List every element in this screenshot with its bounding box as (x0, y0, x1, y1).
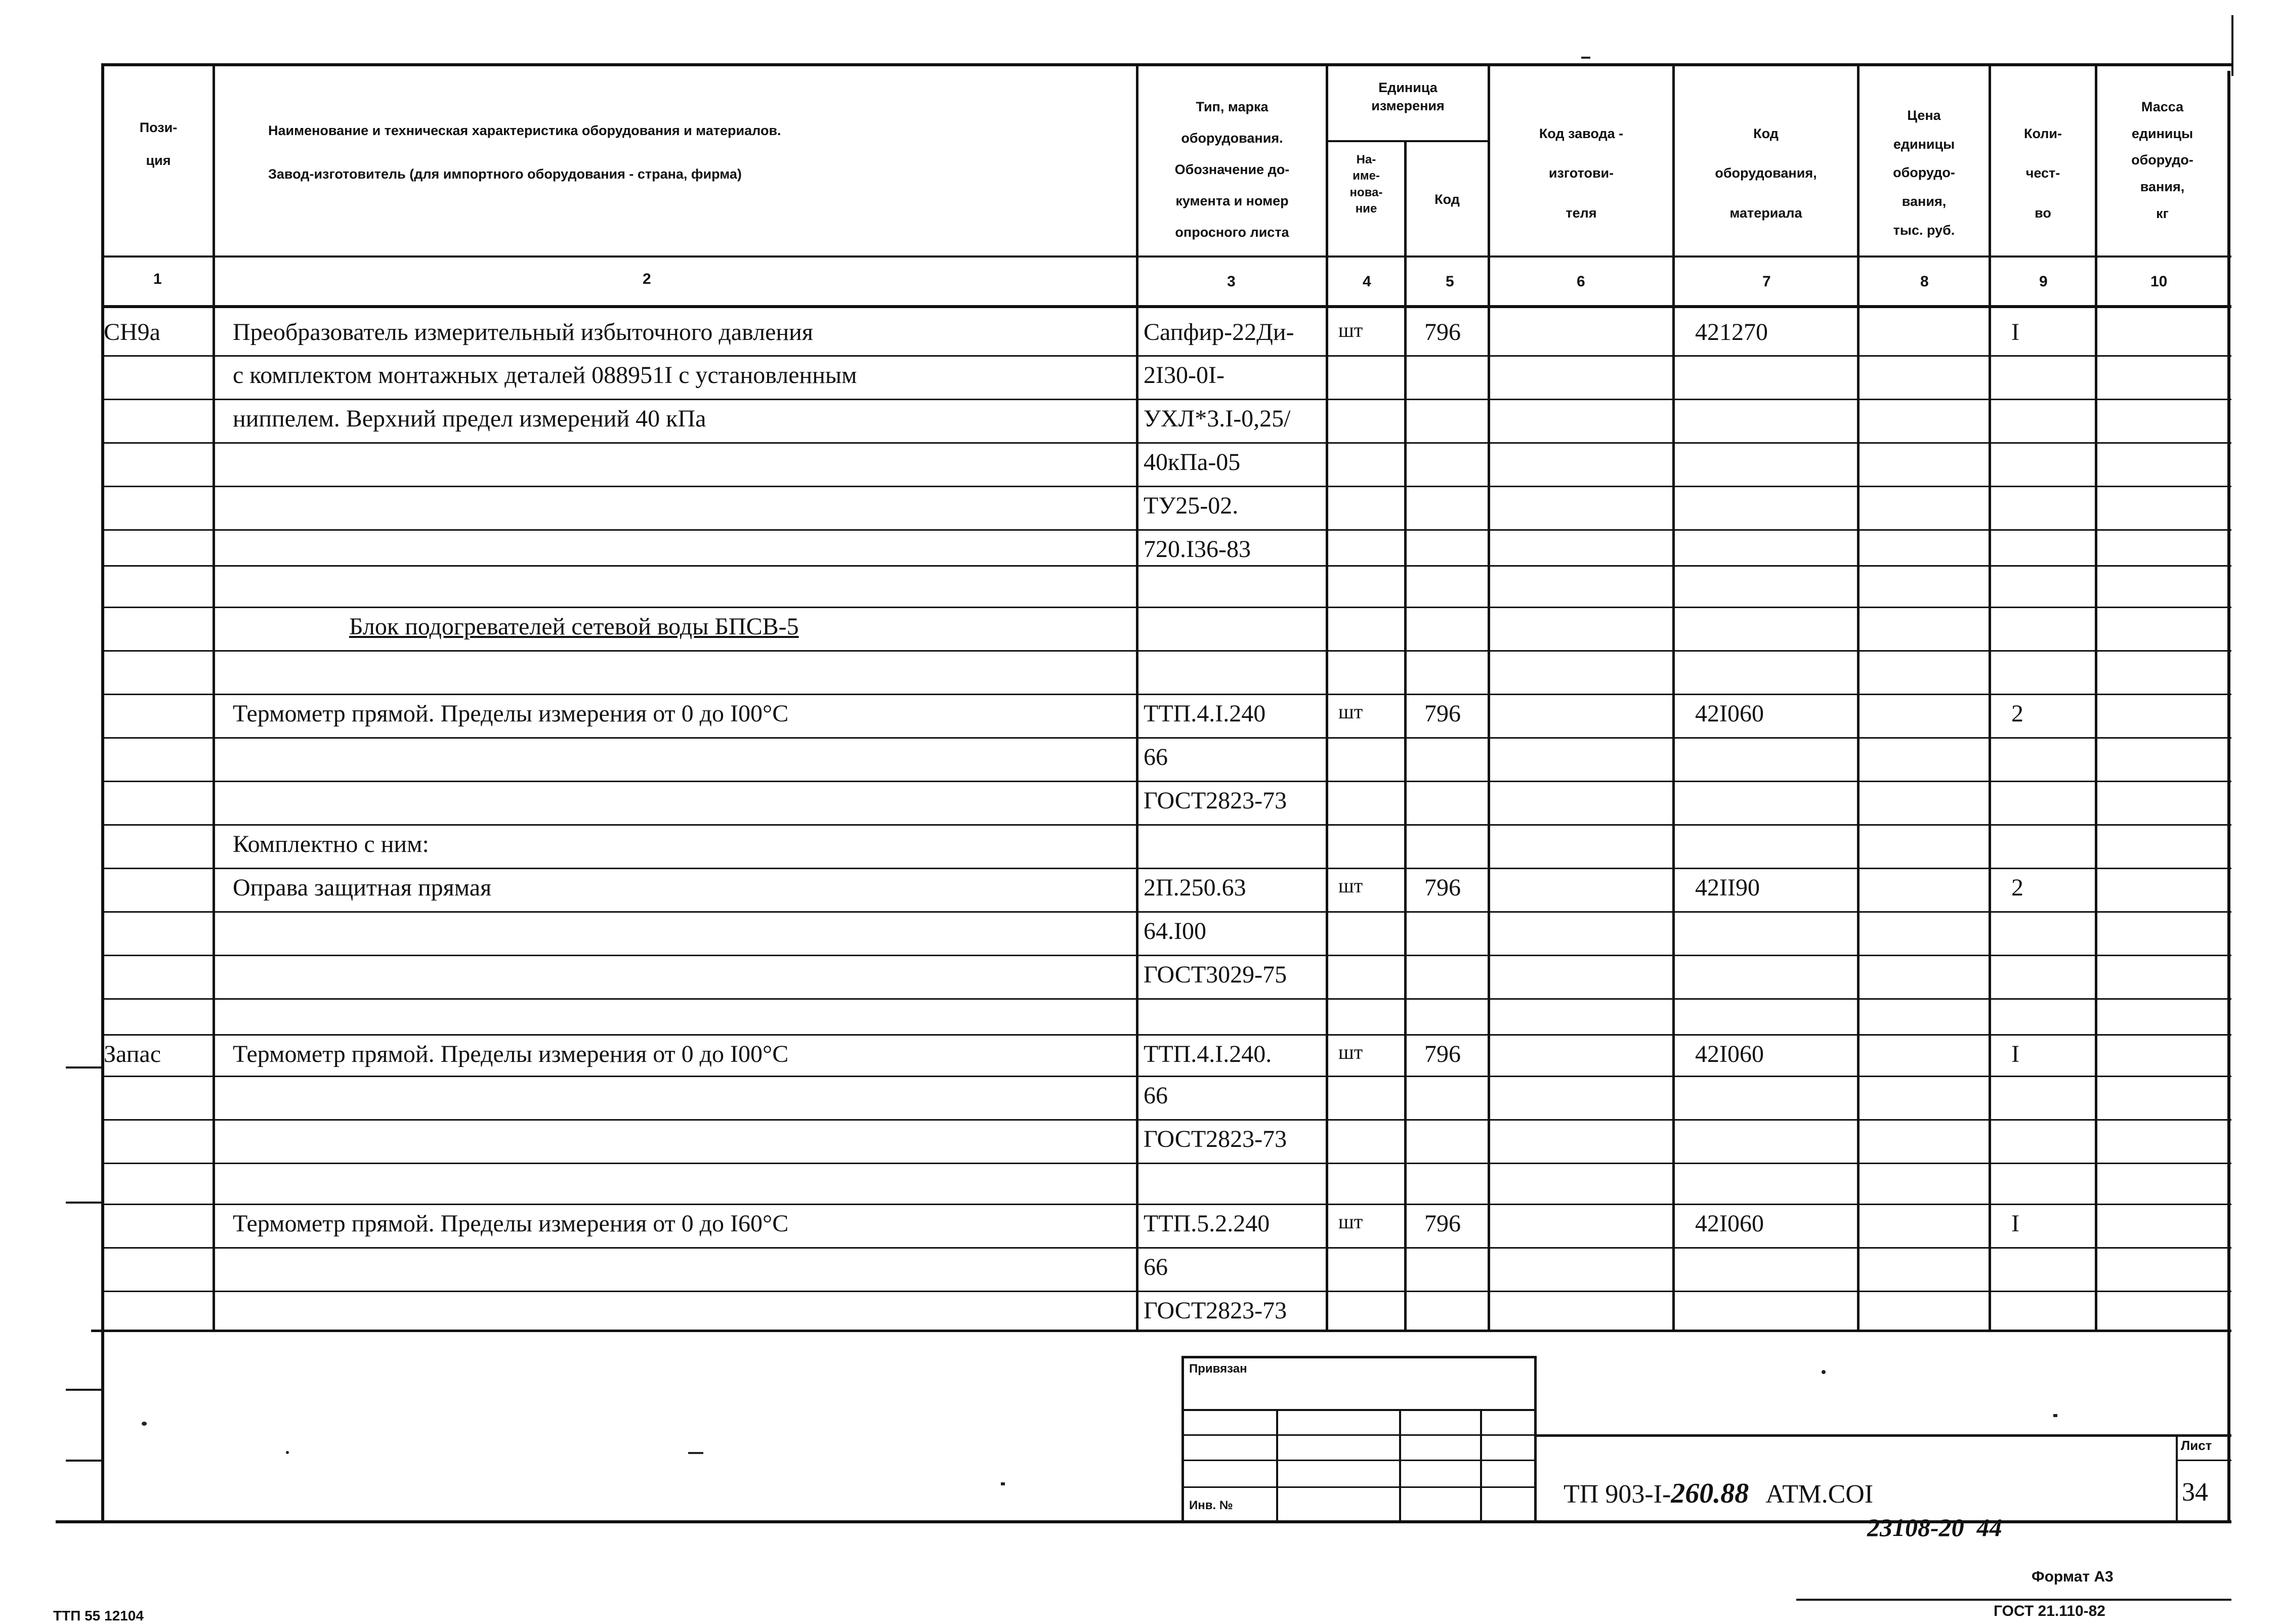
cell-type: 2П.250.63 (1144, 874, 1246, 901)
header-unit-code: Код (1434, 192, 1460, 207)
header-type: Тип, марка оборудования. Обозначение до- кумента и номер опросного листа (1174, 99, 1290, 240)
cell-quantity: I (2011, 1041, 2019, 1067)
row-line (101, 1204, 2231, 1205)
cell-equipment-code: 42I060 (1695, 700, 1764, 727)
cell-type: Сапфир-22Ди- (1144, 319, 1294, 346)
row-line (101, 486, 2231, 487)
header-price: Цена единицы оборудо- вания, тыс. руб. (1893, 108, 1955, 238)
colnum-9: 9 (2039, 273, 2048, 290)
sheet-label: Лист (2181, 1438, 2212, 1453)
header-unit-name: На- име- нова- ние (1349, 153, 1383, 216)
cell-quantity: I (2011, 1210, 2019, 1237)
cell-name: Преобразователь измерительный избыточного давления (233, 319, 813, 346)
cell-position: Запас (104, 1041, 161, 1067)
row-line (101, 607, 2231, 608)
cell-type: ГОСТ2823-73 (1144, 787, 1287, 814)
cell-type: 66 (1144, 744, 1168, 771)
cell-name: Комплектно с ним: (233, 831, 429, 858)
row-line (101, 529, 2231, 531)
header-name: Наименование и техническая характеристика оборудования и материалов. Завод-изготовитель (для импортного оборудования - страна, фирма) (268, 123, 781, 182)
row-line (101, 868, 2231, 869)
row-line (101, 1163, 2231, 1164)
header-factory-code: Код завода - изготови- теля (1539, 126, 1624, 221)
header-equipment-code: Код оборудования, материала (1715, 126, 1817, 221)
header-quantity: Коли- чест- во (2023, 126, 2062, 221)
cell-name: Термометр прямой. Пределы измерения от 0 до I60°С (233, 1210, 789, 1237)
cell-unit-code: 796 (1424, 1041, 1461, 1067)
cell-equipment-code: 42I060 (1695, 1041, 1764, 1067)
row-line (101, 955, 2231, 956)
cell-quantity: 2 (2011, 874, 2023, 901)
cell-unit-code: 796 (1424, 700, 1461, 727)
handwritten-number: 23108-20 44 (1867, 1513, 2002, 1542)
cell-name: с комплектом монтажных деталей 088951I с установленным (233, 362, 857, 389)
colnum-6: 6 (1577, 273, 1585, 290)
row-line (101, 824, 2231, 826)
cell-type: ГОСТ2823-73 (1144, 1297, 1287, 1324)
header-position: Пози- ция (139, 120, 178, 168)
stamp-inv-no: Инв. № (1189, 1499, 1233, 1512)
cell-type: 66 (1144, 1254, 1168, 1280)
colnum-1: 1 (153, 271, 162, 287)
colnum-2: 2 (643, 271, 651, 287)
row-line (101, 1291, 2231, 1292)
cell-type: 720.I36-83 (1144, 536, 1251, 563)
cell-name: Оправа защитная прямая (233, 874, 492, 901)
cell-type: 64.I00 (1144, 918, 1206, 945)
cell-name: Термометр прямой. Пределы измерения от 0 до I00°С (233, 1041, 789, 1067)
row-line (101, 399, 2231, 400)
cell-type: 2I30-0I- (1144, 362, 1224, 389)
cell-unit-code: 796 (1424, 319, 1461, 346)
cell-name: Термометр прямой. Пределы измерения от 0 до I00°С (233, 700, 789, 727)
row-line (101, 781, 2231, 782)
cell-type: ТТП.4.I.240. (1144, 1041, 1272, 1067)
document-code (1564, 1477, 1873, 1510)
cell-unit: шт (1338, 700, 1363, 723)
colnum-3: 3 (1227, 273, 1236, 290)
cell-name: ниппелем. Верхний предел измерений 40 кПа (233, 405, 706, 432)
cell-equipment-code: 42II90 (1695, 874, 1760, 901)
colnum-10: 10 (2150, 273, 2168, 290)
cell-type: 66 (1144, 1082, 1168, 1109)
header-mass: Масса единицы оборудо- вания, кг (2131, 99, 2193, 221)
colnum-5: 5 (1446, 273, 1454, 290)
doc-code-handwritten: 260.88 (1671, 1478, 1749, 1509)
row-line (101, 998, 2231, 1000)
cell-type: ТТП.5.2.240 (1144, 1210, 1270, 1237)
colnum-7: 7 (1762, 273, 1771, 290)
cell-type: ТТП.4.I.240 (1144, 700, 1266, 727)
cell-unit: шт (1338, 874, 1363, 897)
cell-equipment-code: 421270 (1695, 319, 1768, 346)
cell-unit-code: 796 (1424, 1210, 1461, 1237)
row-line (101, 1247, 2231, 1249)
doc-code-suffix: АТМ.СОI (1765, 1480, 1874, 1509)
footer-format: Формат А3 (2032, 1568, 2114, 1585)
row-line (101, 737, 2231, 739)
colnum-8: 8 (1920, 273, 1929, 290)
row-line (101, 650, 2231, 652)
doc-code-prefix: ТП 903-I- (1564, 1480, 1671, 1509)
cell-type: ТУ25-02. (1144, 492, 1239, 519)
cell-unit: шт (1338, 1210, 1363, 1233)
cell-equipment-code: 42I060 (1695, 1210, 1764, 1237)
cell-type: 40кПа-05 (1144, 449, 1241, 476)
row-line (101, 1076, 2231, 1077)
cell-quantity: I (2011, 319, 2019, 346)
row-line (101, 1034, 2231, 1036)
cell-position: СН9а (104, 319, 160, 346)
cell-name: Блок подогревателей сетевой воды БПСВ-5 (349, 613, 799, 640)
row-line (101, 911, 2231, 913)
cell-quantity: 2 (2011, 700, 2023, 727)
row-line (101, 565, 2231, 567)
cell-unit: шт (1338, 1041, 1363, 1063)
row-line (101, 355, 2231, 357)
footer-gost: ГОСТ 21.110-82 (1994, 1603, 2105, 1619)
cell-type: ГОСТ2823-73 (1144, 1126, 1287, 1152)
row-line (101, 1119, 2231, 1121)
colnum-4: 4 (1363, 273, 1371, 290)
cell-type: УХЛ*3.I-0,25/ (1144, 405, 1291, 432)
row-line (101, 694, 2231, 695)
cell-type: ГОСТ3029-75 (1144, 961, 1287, 988)
footer-left-code: ТТП 55 12104 (53, 1608, 144, 1623)
row-line (101, 442, 2231, 444)
stamp-privyazan: Привязан (1189, 1362, 1247, 1376)
header-unit-group: Единица измерения (1371, 80, 1445, 114)
sheet-number: 34 (2182, 1478, 2208, 1507)
cell-unit-code: 796 (1424, 874, 1461, 901)
cell-unit: шт (1338, 319, 1363, 341)
